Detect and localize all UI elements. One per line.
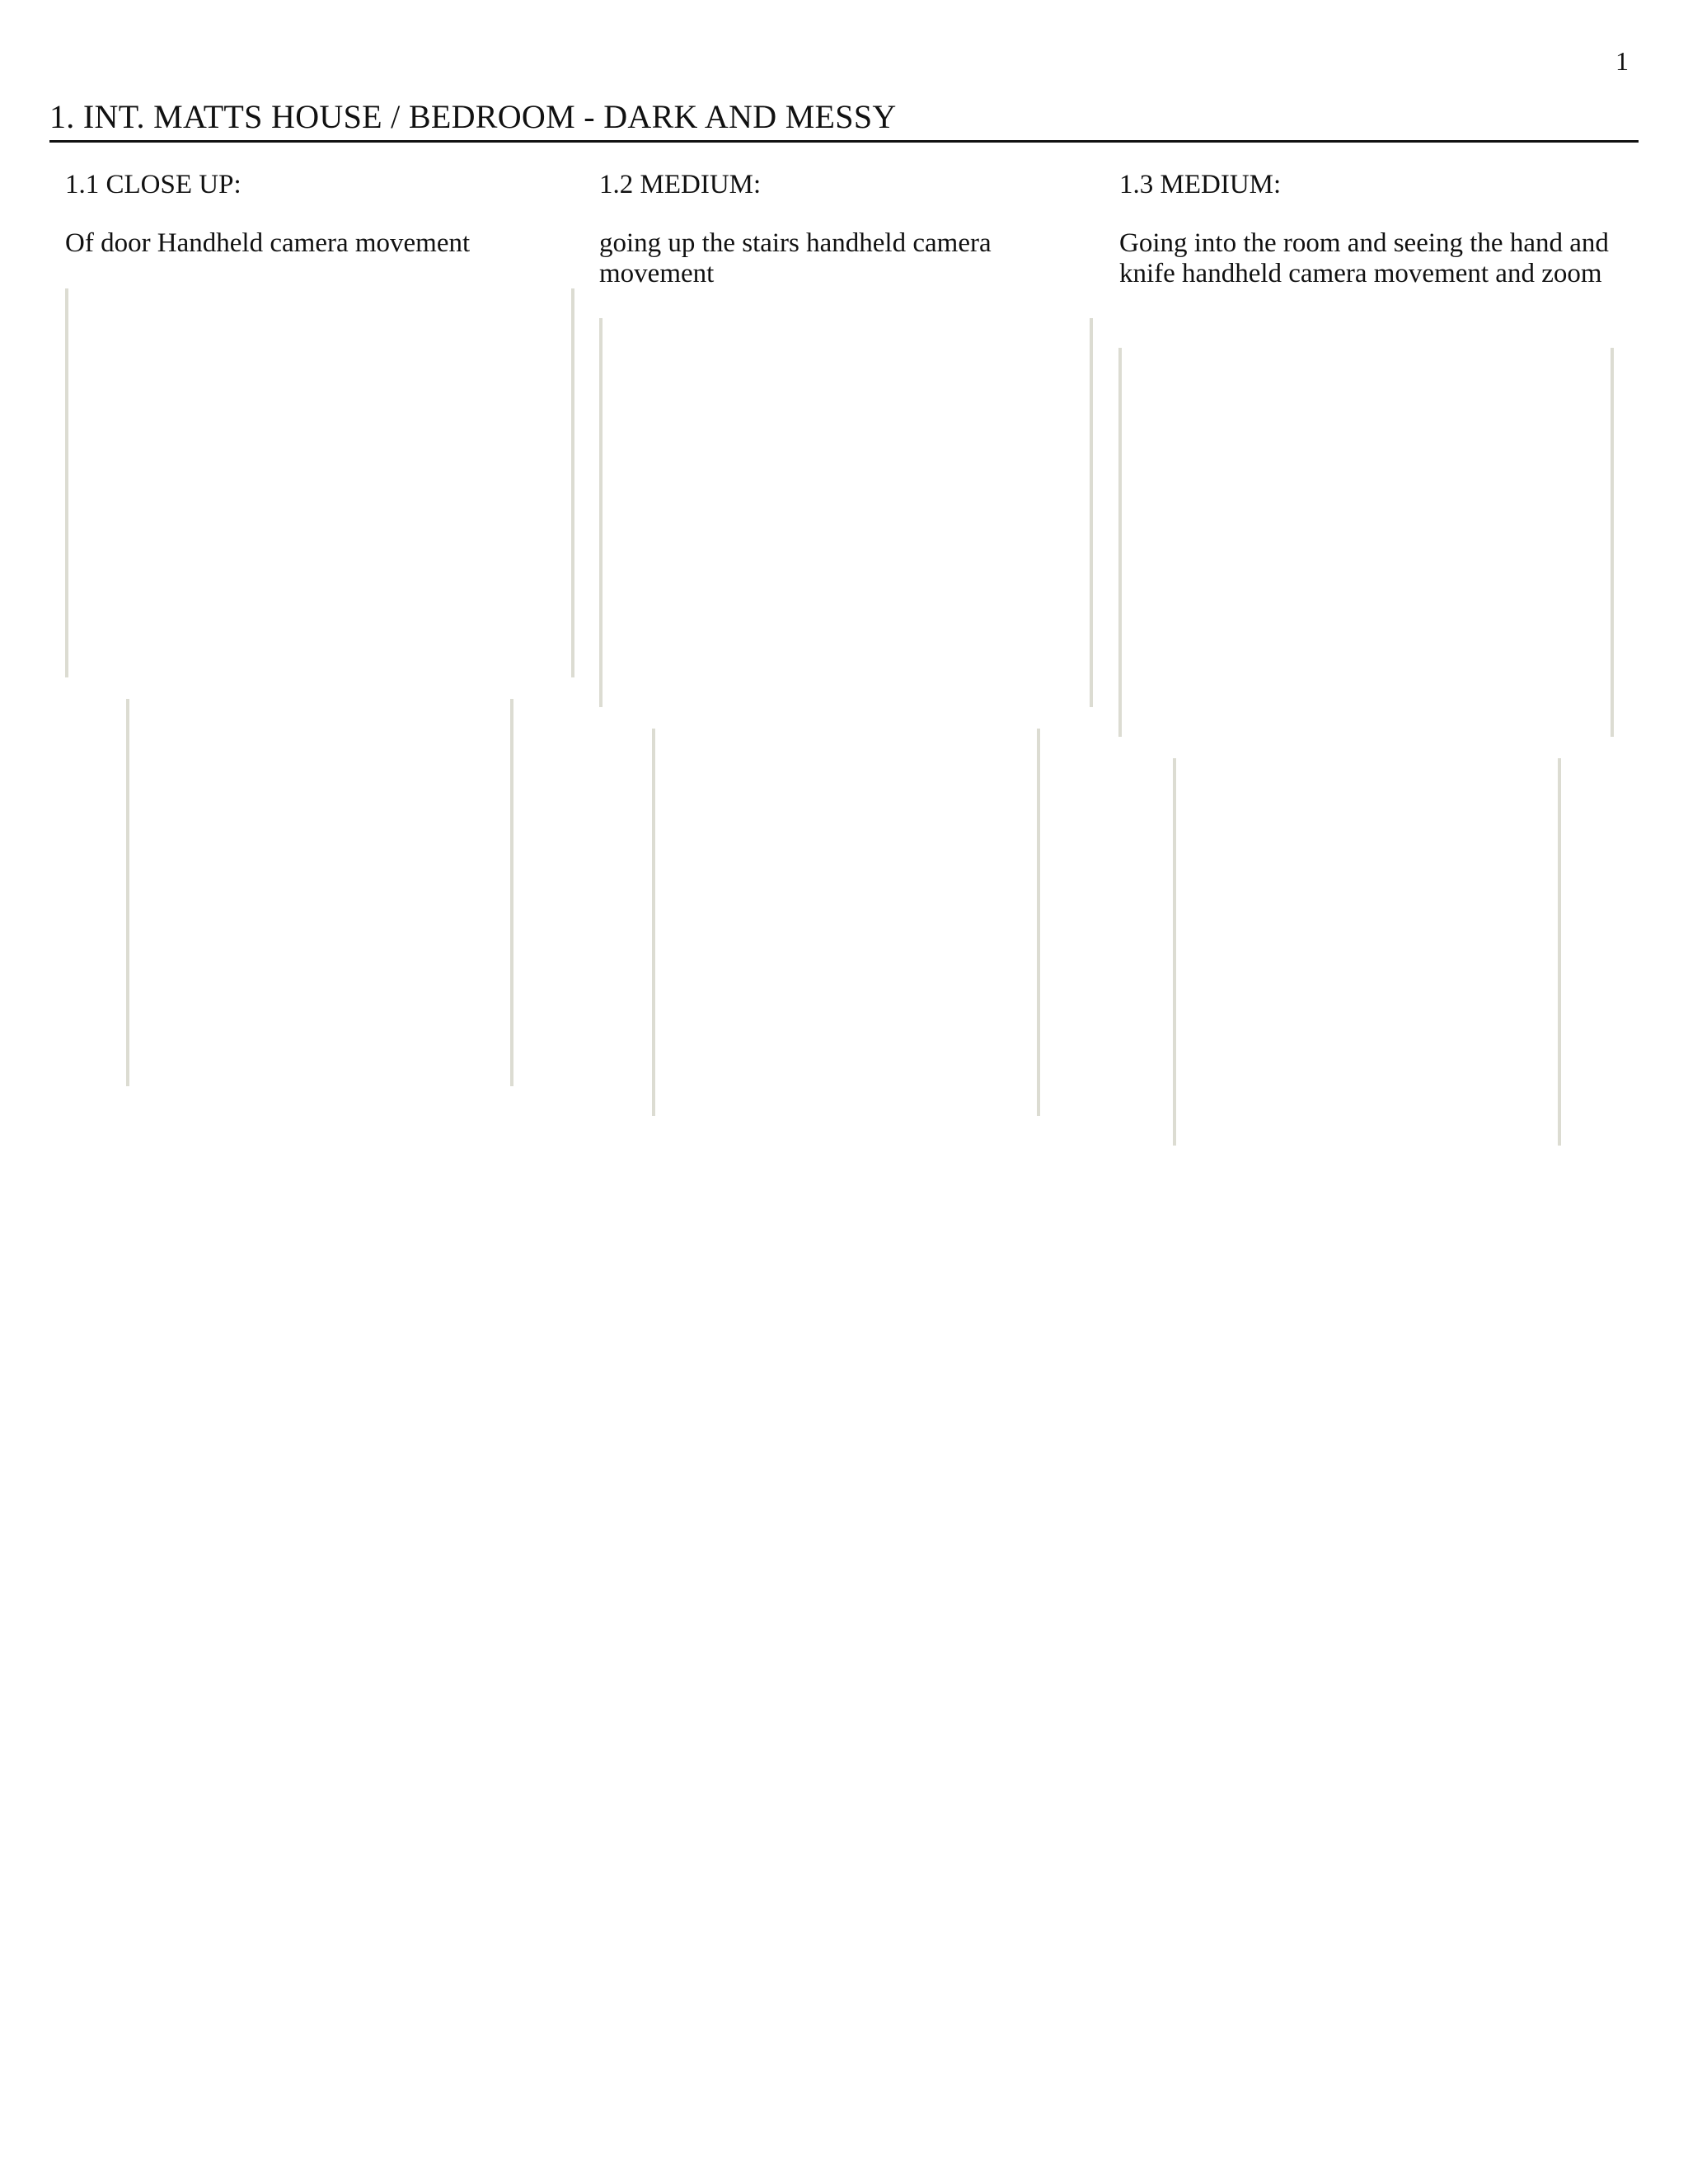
shot-label: 1.3 MEDIUM: xyxy=(1119,170,1282,199)
shot-description: Going into the room and seeing the hand and knife handheld camera movement and zoom xyxy=(1119,228,1609,288)
shot-1-1 xyxy=(65,170,560,259)
page-number: 1 xyxy=(1615,46,1629,76)
storyboard-frame-1-3 xyxy=(1118,348,1614,737)
storyboard-frame-1-3-secondary xyxy=(1173,758,1561,1146)
shot-1-2 xyxy=(599,170,1094,289)
shot-description: going up the stairs handheld camera movement xyxy=(599,228,992,288)
storyboard-frame-1-2 xyxy=(599,318,1093,707)
storyboard-frame-1-1 xyxy=(65,288,574,677)
shot-description: Of door Handheld camera movement xyxy=(65,228,471,258)
shot-label: 1.2 MEDIUM: xyxy=(599,170,762,199)
shot-label: 1.1 CLOSE UP: xyxy=(65,170,241,199)
scene-heading: 1. INT. MATTS HOUSE / BEDROOM - DARK AND MESSY xyxy=(49,97,1639,143)
storyboard-frame-1-1-secondary xyxy=(126,699,513,1086)
storyboard-frame-1-2-secondary xyxy=(652,729,1040,1116)
shot-1-3 xyxy=(1119,170,1614,289)
